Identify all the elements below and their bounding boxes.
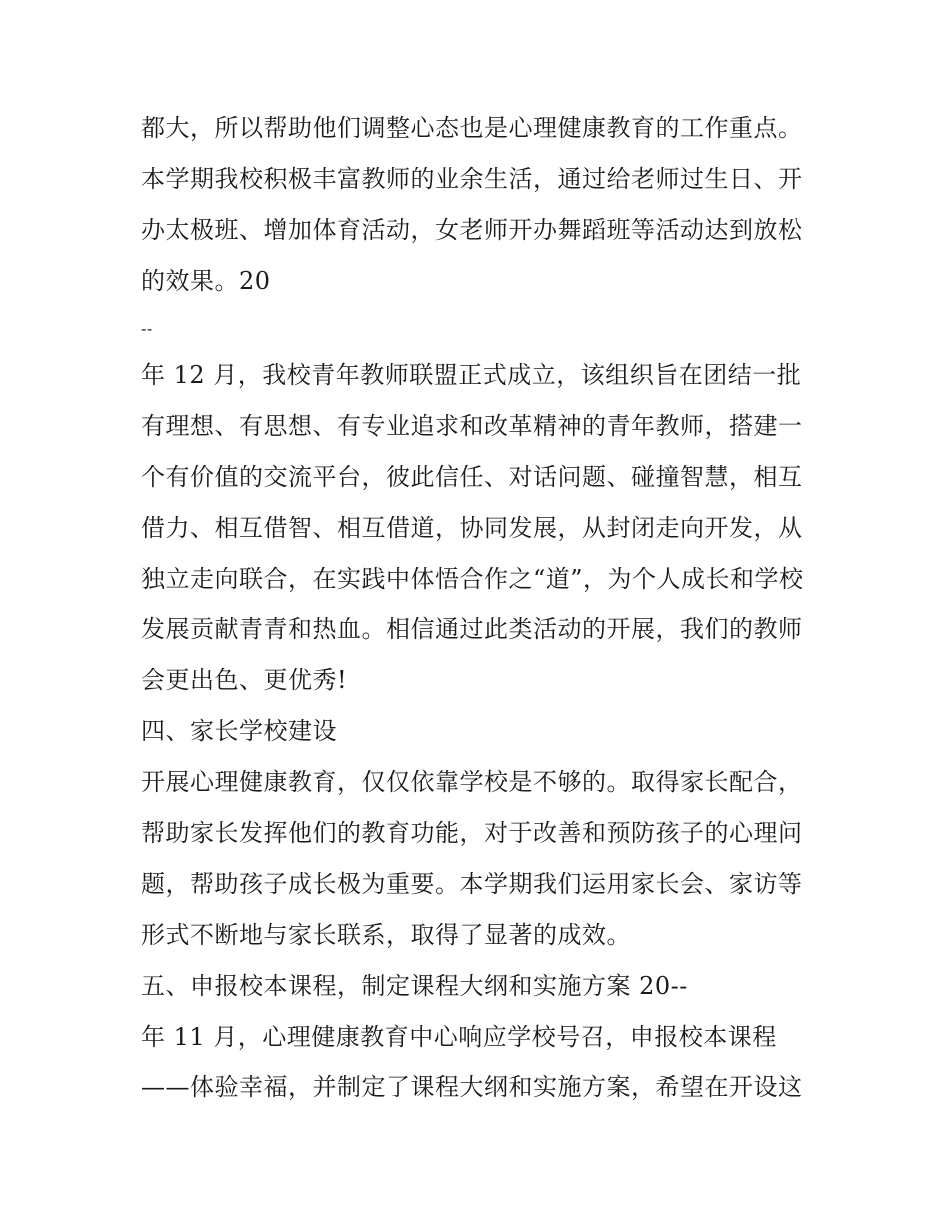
paragraph-line: 题，帮助孩子成长极为重要。本学期我们运用家长会、家访等: [141, 870, 803, 898]
paragraph-line: 有理想、有思想、有专业追求和改革精神的青年教师，搭建一: [141, 412, 803, 440]
paragraph-line: 个有价值的交流平台，彼此信任、对话问题、碰撞智慧，相互: [141, 463, 803, 491]
paragraph-line: 都大，所以帮助他们调整心态也是心理健康教育的工作重点。: [141, 114, 803, 142]
paragraph-line: 的效果。20: [141, 267, 271, 295]
section-heading: 四、家长学校建设: [141, 717, 337, 745]
paragraph-line: --: [141, 319, 153, 338]
paragraph-line: 办太极班、增加体育活动，女老师开办舞蹈班等活动达到放松: [141, 216, 803, 244]
paragraph-line: 借力、相互借智、相互借道，协同发展，从封闭走向开发，从: [141, 514, 803, 542]
paragraph-line: 年 11 月，心理健康教育中心响应学校号召，申报校本课程: [141, 1023, 777, 1051]
paragraph-line: 开展心理健康教育，仅仅依靠学校是不够的。取得家长配合，: [141, 768, 803, 796]
section-heading: 五、申报校本课程，制定课程大纲和实施方案 20--: [141, 972, 688, 1000]
paragraph-line: 年 12 月，我校青年教师联盟正式成立，该组织旨在团结一批: [141, 361, 802, 389]
paragraph-line: 独立走向联合，在实践中体悟合作之“道”，为个人成长和学校: [141, 565, 804, 593]
paragraph-line: 会更出色、更优秀!: [141, 666, 348, 694]
paragraph-line: 发展贡献青青和热血。相信通过此类活动的开展，我们的教师: [141, 615, 803, 643]
paragraph-line: 本学期我校积极丰富教师的业余生活，通过给老师过生日、开: [141, 165, 803, 193]
paragraph-line: ——体验幸福，并制定了课程大纲和实施方案，希望在开设这: [141, 1073, 803, 1101]
paragraph-line: 形式不断地与家长联系，取得了显著的成效。: [141, 921, 631, 949]
paragraph-line: 帮助家长发挥他们的教育功能，对于改善和预防孩子的心理问: [141, 819, 803, 847]
